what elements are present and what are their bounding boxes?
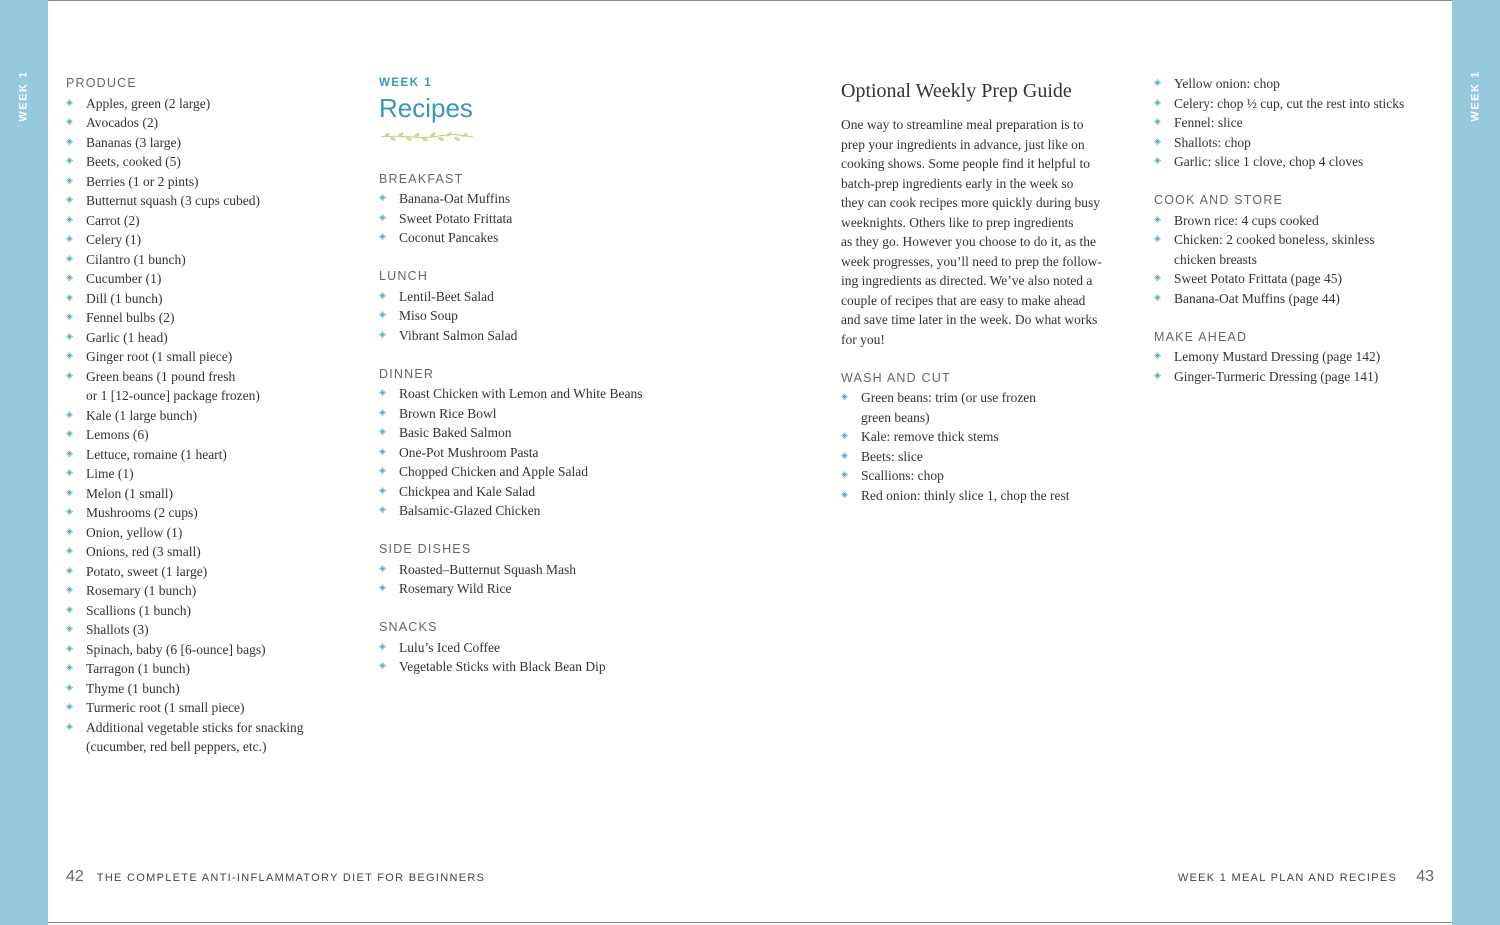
list-item-text: Chicken: 2 cooked boneless, skinless (1174, 232, 1375, 247)
diamond-bullet-icon: ◈ (66, 312, 73, 322)
list-item-text: Spinach, baby (6 [6-ounce] bags) (86, 641, 266, 657)
list-item (1154, 113, 1439, 133)
diamond-bullet-icon: ◈ (379, 563, 386, 574)
prep-guide-body (841, 115, 1131, 349)
cook-and-store-heading: COOK AND STORE (1154, 193, 1284, 207)
list-item-text: Celery: chop ½ cup, cut the rest into sticks (1174, 95, 1405, 111)
diamond-bullet-icon: ◈ (841, 450, 848, 461)
list-item (1154, 289, 1439, 309)
diamond-bullet-icon: ◈ (1154, 292, 1161, 303)
list-item (66, 503, 346, 523)
diamond-bullet-icon: ◈ (66, 604, 73, 615)
list-item (379, 501, 679, 521)
list-item-text: Rosemary (1 bunch) (86, 583, 197, 598)
list-item-text: Green beans: trim (or use frozen (861, 390, 1037, 405)
list-item-text: Banana-Oat Muffins (page 44) (1174, 290, 1340, 306)
produce-heading: PRODUCE (66, 76, 137, 90)
list-item-text: Shallots (3) (86, 622, 149, 637)
list-item-text: Potato, sweet (1 large) (86, 563, 208, 579)
diamond-bullet-icon: ◈ (1154, 97, 1161, 108)
list-item-text: Beets, cooked (5) (86, 154, 181, 169)
list-item-text: Cilantro (1 bunch) (86, 251, 186, 267)
diamond-bullet-icon: ◈ (841, 489, 848, 500)
recipe-list (379, 189, 679, 248)
diamond-bullet-icon: ◈ (841, 392, 848, 402)
list-item (66, 191, 346, 211)
list-item (379, 443, 679, 463)
diamond-bullet-icon: ◈ (1154, 370, 1161, 381)
recipe-list (379, 384, 679, 521)
list-item (379, 404, 679, 424)
recipe-list (379, 287, 679, 346)
list-item-text: Carrot (2) (86, 212, 140, 228)
list-item (841, 466, 1131, 486)
recipe-group-heading: SIDE DISHES (379, 542, 472, 556)
diamond-bullet-icon: ◈ (66, 117, 73, 127)
list-item-text: green beans) (861, 409, 930, 425)
produce-list (66, 94, 346, 757)
diamond-bullet-icon: ◈ (379, 446, 386, 457)
list-item (66, 230, 346, 250)
list-item-text: Chopped Chicken and Apple Salad (399, 464, 588, 479)
left-page-number: 42 (66, 868, 84, 885)
diamond-bullet-icon: ◈ (1154, 273, 1161, 283)
list-item (66, 620, 346, 640)
list-item-text: One-Pot Mushroom Pasta (399, 444, 539, 460)
recipe-group-heading: DINNER (379, 366, 435, 381)
list-item (379, 326, 679, 346)
list-item (379, 384, 679, 404)
recipe-group (379, 540, 679, 599)
list-item-text: (cucumber, red bell peppers, etc.) (86, 739, 267, 754)
list-item-text: Tarragon (1 bunch) (86, 661, 191, 676)
diamond-bullet-icon: ◈ (66, 136, 73, 147)
diamond-bullet-icon: ◈ (379, 193, 386, 203)
prep-guide-column (841, 78, 1131, 505)
list-item (1154, 230, 1439, 269)
recipe-group (379, 170, 679, 248)
diamond-bullet-icon: ◈ (379, 583, 386, 593)
list-item (379, 287, 679, 307)
prep-guide-body-line: ing ingredients as directed. We’ve also noted a (841, 273, 1093, 288)
list-item (66, 542, 346, 562)
list-item-text: Miso Soup (399, 308, 458, 323)
list-item (66, 464, 346, 484)
wash-and-cut-section (841, 369, 1131, 506)
list-item-text: chicken breasts (1174, 251, 1257, 267)
list-item (66, 172, 346, 192)
list-item (66, 406, 346, 426)
diamond-bullet-icon: ◈ (379, 329, 386, 340)
list-item (66, 347, 346, 367)
recipe-group-heading: LUNCH (379, 269, 429, 283)
vine-ornament-icon (379, 130, 679, 144)
list-item-text: Melon (1 small) (86, 485, 173, 501)
list-item (841, 486, 1131, 506)
list-item-text: Lemony Mustard Dressing (page 142) (1174, 349, 1381, 364)
recipe-group (379, 267, 679, 345)
diamond-bullet-icon: ◈ (66, 253, 73, 264)
list-item (379, 306, 679, 326)
list-item-text: Roast Chicken with Lemon and White Beans (399, 386, 643, 401)
list-item (66, 328, 346, 348)
recipes-column (379, 74, 679, 677)
list-item (66, 445, 346, 465)
cook-and-store-list (1154, 211, 1439, 309)
list-item (66, 133, 346, 153)
diamond-bullet-icon: ◈ (379, 505, 386, 515)
diamond-bullet-icon: ◈ (66, 721, 73, 732)
list-item-text: Brown rice: 4 cups cooked (1174, 212, 1319, 228)
list-item-text: Roasted–Butternut Squash Mash (399, 561, 576, 577)
list-item-text: Additional vegetable sticks for snacking (86, 719, 304, 735)
prep-guide-title: Optional Weekly Prep Guide (841, 80, 1072, 102)
diamond-bullet-icon: ◈ (66, 175, 73, 186)
diamond-bullet-icon: ◈ (66, 234, 73, 244)
diamond-bullet-icon: ◈ (66, 565, 73, 576)
diamond-bullet-icon: ◈ (66, 331, 73, 342)
diamond-bullet-icon: ◈ (379, 388, 386, 398)
diamond-bullet-icon: ◈ (841, 431, 848, 441)
list-item-text: Vibrant Salmon Salad (399, 327, 518, 343)
recipe-group-heading: SNACKS (379, 620, 438, 634)
list-item-text: Cucumber (1) (86, 271, 162, 286)
list-item-text: Balsamic-Glazed Chicken (399, 503, 541, 518)
list-item (66, 269, 346, 289)
prep-guide-body-line: weeknights. Others like to prep ingredients (841, 214, 1074, 230)
list-item (379, 657, 679, 677)
list-item-text: Red onion: thinly slice 1, chop the rest (861, 487, 1070, 503)
list-item-text: Avocados (2) (86, 115, 159, 130)
diamond-bullet-icon: ◈ (379, 290, 386, 301)
diamond-bullet-icon: ◈ (66, 273, 73, 283)
list-item (66, 425, 346, 445)
prep-guide-body-line: as they go. However you choose to do it, as the (841, 234, 1096, 249)
left-side-tab-label: WEEK 1 (18, 70, 30, 122)
prep-guide-body-line: prep your ingredients in advance, just like on (841, 136, 1085, 152)
list-item-text: Berries (1 or 2 pints) (86, 173, 199, 189)
left-footer (66, 868, 485, 886)
list-item-text: Lemons (6) (86, 427, 149, 442)
diamond-bullet-icon: ◈ (1154, 136, 1161, 147)
diamond-bullet-icon: ◈ (66, 526, 73, 537)
list-item (841, 427, 1131, 447)
right-footer (1178, 868, 1434, 886)
recipe-groups (379, 170, 679, 677)
wash-and-cut-list (841, 388, 1131, 505)
list-item-text: Chickpea and Kale Salad (399, 483, 536, 499)
list-item-text: Thyme (1 bunch) (86, 680, 180, 696)
list-item-text: Turmeric root (1 small piece) (86, 700, 245, 715)
diamond-bullet-icon: ◈ (66, 682, 73, 693)
diamond-bullet-icon: ◈ (66, 214, 73, 225)
prep-continued-column (1154, 74, 1439, 386)
list-item-text: Ginger root (1 small piece) (86, 349, 233, 364)
prep-guide-body-line: cooking shows. Some people find it helpful to (841, 156, 1090, 171)
list-item (841, 388, 1131, 427)
list-item (66, 698, 346, 718)
diamond-bullet-icon: ◈ (66, 195, 73, 205)
list-item-text: Onion, yellow (1) (86, 524, 183, 540)
list-item-text: Shallots: chop (1174, 134, 1251, 150)
list-item (66, 523, 346, 543)
list-item-text: Rosemary Wild Rice (399, 581, 512, 596)
diamond-bullet-icon: ◈ (66, 468, 73, 478)
list-item-text: Yellow onion: chop (1174, 76, 1280, 91)
left-running-head: THE COMPLETE ANTI-INFLAMMATORY DIET FOR BEGINNERS (96, 872, 486, 884)
list-item (66, 659, 346, 679)
diamond-bullet-icon: ◈ (1154, 117, 1161, 127)
list-item (379, 462, 679, 482)
diamond-bullet-icon: ◈ (66, 448, 73, 459)
list-item-text: Lulu’s Iced Coffee (399, 639, 500, 655)
list-item-text: Scallions: chop (861, 468, 944, 483)
list-item (379, 189, 679, 209)
diamond-bullet-icon: ◈ (1154, 234, 1161, 244)
make-ahead-section (1154, 328, 1439, 387)
list-item (66, 113, 346, 133)
list-item (66, 484, 346, 504)
list-item (66, 289, 346, 309)
list-item (1154, 74, 1439, 94)
list-item-text: Coconut Pancakes (399, 230, 499, 245)
list-item (379, 579, 679, 599)
list-item (66, 211, 346, 231)
list-item-text: Lettuce, romaine (1 heart) (86, 446, 227, 462)
diamond-bullet-icon: ◈ (66, 97, 73, 108)
list-item-text: Fennel: slice (1174, 115, 1243, 130)
list-item (1154, 211, 1439, 231)
diamond-bullet-icon: ◈ (379, 407, 386, 418)
recipe-list (379, 638, 679, 677)
list-item (379, 482, 679, 502)
list-item-text: Garlic: slice 1 clove, chop 4 cloves (1174, 154, 1364, 169)
list-item (66, 640, 346, 660)
diamond-bullet-icon: ◈ (66, 370, 73, 381)
list-item-text: Celery (1) (86, 232, 142, 247)
list-item-text: Apples, green (2 large) (86, 95, 211, 111)
make-ahead-list (1154, 347, 1439, 386)
diamond-bullet-icon: ◈ (379, 212, 386, 223)
diamond-bullet-icon: ◈ (1154, 351, 1161, 361)
list-item (1154, 133, 1439, 153)
diamond-bullet-icon: ◈ (379, 661, 386, 671)
prep-guide-body-line: for you! (841, 331, 885, 347)
list-item-text: Sweet Potato Frittata (399, 210, 513, 226)
wash-and-cut-continued-list (1154, 74, 1439, 172)
recipes-title: Recipes (379, 92, 473, 123)
list-item-text: or 1 [12-ounce] package frozen) (86, 388, 260, 403)
prep-guide-body-line: batch-prep ingredients early in the week so (841, 175, 1074, 191)
list-item-text: Garlic (1 head) (86, 329, 168, 345)
recipe-list (379, 560, 679, 599)
list-item (66, 718, 346, 757)
diamond-bullet-icon: ◈ (66, 156, 73, 166)
list-item (66, 581, 346, 601)
list-item-text: Basic Baked Salmon (399, 425, 512, 440)
list-item-text: Fennel bulbs (2) (86, 310, 175, 325)
recipe-group (379, 618, 679, 677)
list-item (66, 562, 346, 582)
list-item (66, 679, 346, 699)
list-item (379, 638, 679, 658)
list-item-text: Beets: slice (861, 448, 923, 464)
prep-guide-body-line: couple of recipes that are easy to make ahead (841, 292, 1086, 308)
produce-column (66, 74, 346, 757)
list-item-text: Scallions (1 bunch) (86, 602, 191, 618)
week-label: WEEK 1 (379, 77, 433, 89)
diamond-bullet-icon: ◈ (379, 310, 386, 320)
prep-guide-body-line: and save time later in the week. Do what works (841, 312, 1098, 327)
diamond-bullet-icon: ◈ (66, 292, 73, 303)
list-item (379, 209, 679, 229)
diamond-bullet-icon: ◈ (66, 409, 73, 420)
list-item-text: Onions, red (3 small) (86, 544, 201, 559)
list-item-text: Ginger-Turmeric Dressing (page 141) (1174, 368, 1379, 384)
list-item (841, 447, 1131, 467)
diamond-bullet-icon: ◈ (1154, 214, 1161, 225)
recipe-group-heading: BREAKFAST (379, 171, 464, 186)
list-item (379, 423, 679, 443)
list-item (66, 94, 346, 114)
list-item (1154, 347, 1439, 367)
list-item-text: Kale (1 large bunch) (86, 407, 198, 423)
list-item-text: Banana-Oat Muffins (399, 191, 511, 206)
recipe-group (379, 365, 679, 521)
diamond-bullet-icon: ◈ (66, 643, 73, 654)
list-item (66, 250, 346, 270)
right-page-number: 43 (1416, 868, 1434, 885)
diamond-bullet-icon: ◈ (379, 485, 386, 496)
list-item-text: Vegetable Sticks with Black Bean Dip (399, 659, 606, 674)
diamond-bullet-icon: ◈ (66, 546, 73, 556)
list-item (66, 601, 346, 621)
diamond-bullet-icon: ◈ (379, 466, 386, 476)
diamond-bullet-icon: ◈ (841, 470, 848, 480)
diamond-bullet-icon: ◈ (66, 624, 73, 634)
list-item (379, 560, 679, 580)
diamond-bullet-icon: ◈ (379, 427, 386, 437)
list-item-text: Dill (1 bunch) (86, 290, 163, 306)
list-item-text: Butternut squash (3 cups cubed) (86, 193, 260, 208)
list-item (66, 308, 346, 328)
list-item-text: Lime (1) (86, 466, 134, 481)
list-item (1154, 94, 1439, 114)
diamond-bullet-icon: ◈ (1154, 156, 1161, 166)
list-item-text: Kale: remove thick stems (861, 429, 999, 444)
list-item (66, 152, 346, 172)
make-ahead-heading: MAKE AHEAD (1154, 329, 1248, 344)
diamond-bullet-icon: ◈ (66, 487, 73, 498)
prep-guide-body-line: One way to streamline meal preparation is to (841, 117, 1084, 132)
wash-and-cut-heading: WASH AND CUT (841, 370, 951, 385)
list-item-text: Lentil-Beet Salad (399, 288, 494, 304)
diamond-bullet-icon: ◈ (66, 429, 73, 439)
diamond-bullet-icon: ◈ (66, 507, 73, 517)
list-item-text: Bananas (3 large) (86, 134, 181, 150)
diamond-bullet-icon: ◈ (66, 351, 73, 361)
list-item-text: Sweet Potato Frittata (page 45) (1174, 271, 1342, 286)
right-side-tab-label: WEEK 1 (1470, 70, 1482, 122)
diamond-bullet-icon: ◈ (1154, 78, 1161, 88)
list-item (379, 228, 679, 248)
right-running-head: WEEK 1 MEAL PLAN AND RECIPES (1177, 872, 1398, 884)
right-side-tab (1452, 0, 1500, 925)
list-item (1154, 269, 1439, 289)
prep-guide-body-line: they can cook recipes more quickly during busy (841, 195, 1101, 210)
diamond-bullet-icon: ◈ (379, 641, 386, 652)
left-side-tab (0, 0, 48, 925)
cook-and-store-section (1154, 191, 1439, 308)
diamond-bullet-icon: ◈ (66, 585, 73, 595)
list-item (66, 367, 346, 406)
list-item (1154, 152, 1439, 172)
diamond-bullet-icon: ◈ (66, 663, 73, 673)
prep-guide-body-line: week progresses, you’ll need to prep the follow- (841, 253, 1102, 269)
diamond-bullet-icon: ◈ (66, 702, 73, 712)
list-item (1154, 367, 1439, 387)
list-item-text: Green beans (1 pound fresh (86, 368, 236, 384)
diamond-bullet-icon: ◈ (379, 232, 386, 242)
list-item-text: Mushrooms (2 cups) (86, 505, 198, 520)
list-item-text: Brown Rice Bowl (399, 405, 497, 421)
